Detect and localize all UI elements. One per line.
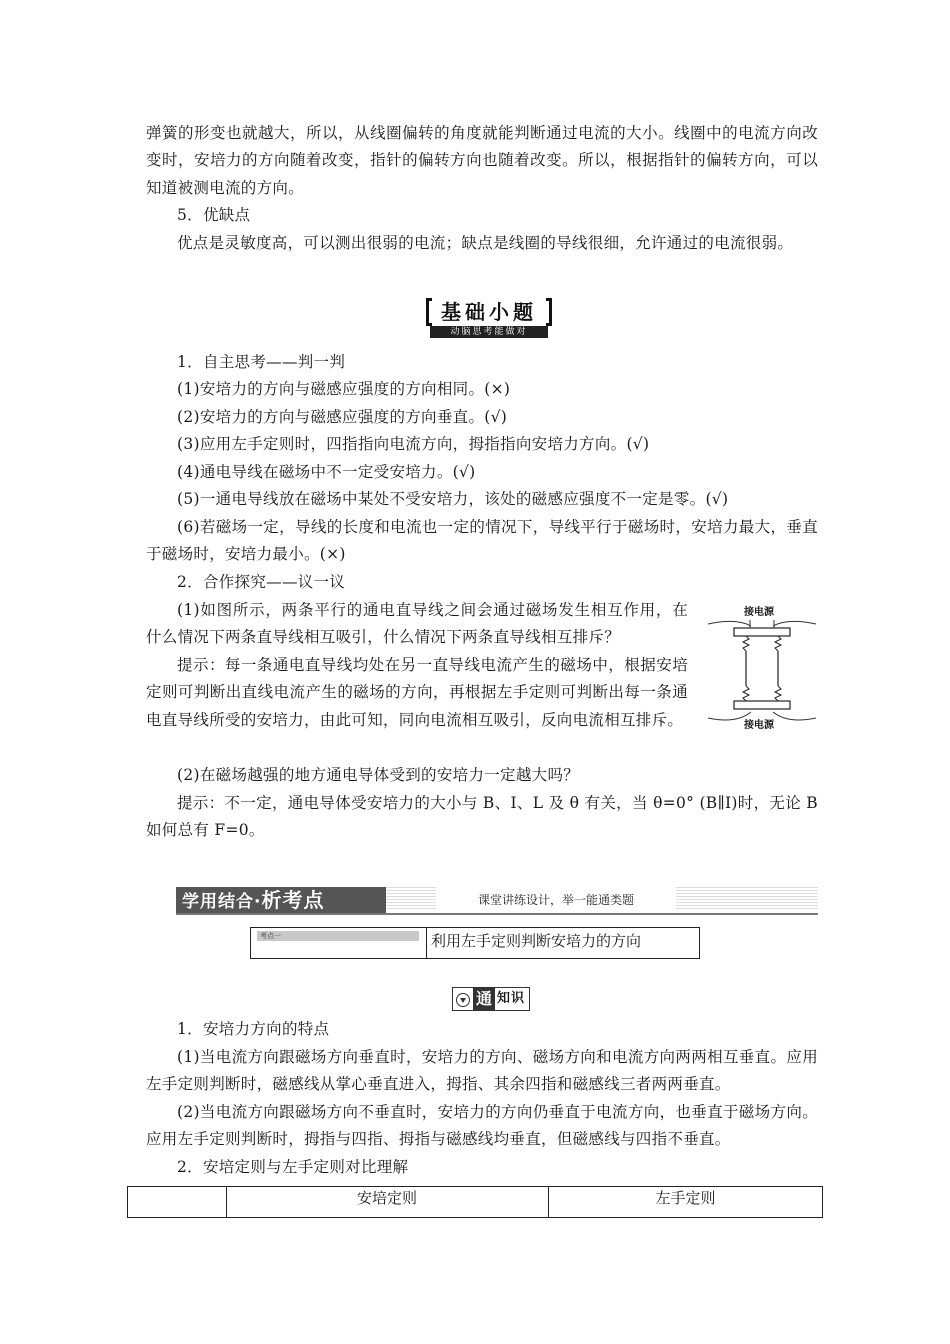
q2-hint-1: 提示：每一条通电直导线均处在另一直导线电流产生的磁场中，根据安培定则可判断出直线电流产生的磁场的方向，再根据左手定则可判断出每一条通电直导线所受的安培力，由此可知，同向电流相互吸引，反向电流相互排斥。: [146, 656, 688, 729]
banner-title: [176, 887, 386, 913]
q2-question-2: (2)在磁场越强的地方通电导体受到的安培力一定越大吗？: [177, 766, 580, 784]
q1-heading: 1．自主思考——判一判: [177, 353, 346, 371]
comparison-table: [127, 1186, 823, 1218]
paragraph-galvanometer: 弹簧的形变也就越大，所以，从线圈偏转的角度就能判断通过电流的大小。线圈中的电流方向改变时，安培力的方向随着改变，指针的偏转方向也随着改变。所以，根据指针的偏转方向，可以知道被测电流的方向。: [146, 124, 818, 197]
q1-item-3: (3)应用左手定则时，四指指向电流方向，拇指指向安培力方向。(√): [177, 435, 650, 453]
kaodian-tag-cell: [251, 928, 427, 958]
q2-hint-2: 提示：不一定，通电导体受安培力的大小与 B、I、L 及 θ 有关，当 θ=0° (B∥I)时，无论 B 如何总有 F=0。: [146, 794, 818, 840]
kaodian-box: [250, 927, 700, 959]
banner-title-b: 析考点: [261, 888, 325, 912]
k2-heading: 2．安培定则与左手定则对比理解: [177, 1158, 409, 1176]
table-header-blank: [128, 1187, 227, 1217]
k1-paragraph-2: (2)当电流方向跟磁场方向不垂直时，安培力的方向仍垂直于电流方向，也垂直于磁场方向。应用左手定则判断时，拇指与四指、拇指与磁感线均垂直，但磁感线与四指不垂直。: [146, 1103, 818, 1149]
bracket-right: [546, 298, 552, 326]
figure-top-label: 接电源: [744, 607, 774, 618]
basic-questions-badge: [426, 298, 552, 340]
q1-item-4: (4)通电导线在磁场中不一定受安培力。(√): [177, 463, 476, 481]
q2-heading: 2．合作探究——议一议: [177, 573, 346, 591]
q1-item-2: (2)安培力的方向与磁感应强度的方向垂直。(√): [177, 408, 508, 426]
bottom-wire-curve: [708, 712, 816, 720]
q1-item-5: (5)一通电导线放在磁场中某处不受安培力，该处的磁感应强度不一定是零。(√): [177, 490, 729, 508]
k1-heading: 1．安培力方向的特点: [177, 1020, 330, 1038]
k1-paragraph-1: (1)当电流方向跟磁场方向垂直时，安培力的方向、磁场方向和电流方向两两相互垂直。应用左手定则判断时，磁感线从掌心垂直进入，拇指、其余四指和磁感线三者两两垂直。: [146, 1048, 818, 1094]
banner-tagline: 课堂讲练设计，举一能通类题: [436, 887, 676, 913]
bracket-left: [426, 298, 432, 326]
heading-pros-cons: 5．优缺点: [177, 206, 251, 224]
section-banner: [176, 887, 818, 915]
table-header-ampere-rule: 安培定则: [226, 1187, 549, 1217]
banner-title-a: 学用结合·: [182, 892, 262, 912]
bottom-bar: [734, 701, 790, 709]
spring-left-top: [743, 636, 749, 651]
table-header-left-hand-rule: 左手定则: [655, 1189, 716, 1207]
tongzhishi-badge: [452, 987, 530, 1011]
spring-right-top: [775, 636, 781, 651]
top-bar: [734, 628, 790, 636]
kaodian-title: 利用左手定则判断安培力的方向: [431, 932, 642, 950]
tongzhishi-zhishi: 知识: [497, 991, 526, 1006]
q1-item-6: (6)若磁场一定，导线的长度和电流也一定的情况下，导线平行于磁场时，安培力最大，垂直于磁场时，安培力最小。(×): [146, 518, 818, 564]
badge-subtitle: 动脑思考能做对: [430, 326, 548, 338]
tongzhishi-tong: 通: [473, 988, 495, 1010]
banner-rule: [176, 913, 818, 915]
q2-question-1: (1)如图所示，两条平行的通电直导线之间会通过磁场发生相互作用，在什么情况下两条直导线相互吸引，什么情况下两条直导线相互排斥？: [146, 601, 688, 647]
paragraph-pros-cons: 优点是灵敏度高，可以测出很弱的电流；缺点是线圈的导线很细，允许通过的电流很弱。: [177, 234, 794, 252]
badge-title: 基础小题: [441, 300, 537, 324]
down-arrow-icon: [456, 993, 470, 1007]
parallel-wires-figure: [706, 604, 818, 734]
spring-left-bottom: [743, 686, 749, 701]
spring-right-bottom: [775, 686, 781, 701]
q1-item-1: (1)安培力的方向与磁感应强度的方向相同。(×): [177, 380, 511, 398]
figure-bottom-label: 接电源: [744, 720, 774, 731]
kaodian-tag: 考点一: [257, 931, 419, 941]
top-wire-curve: [708, 621, 816, 626]
